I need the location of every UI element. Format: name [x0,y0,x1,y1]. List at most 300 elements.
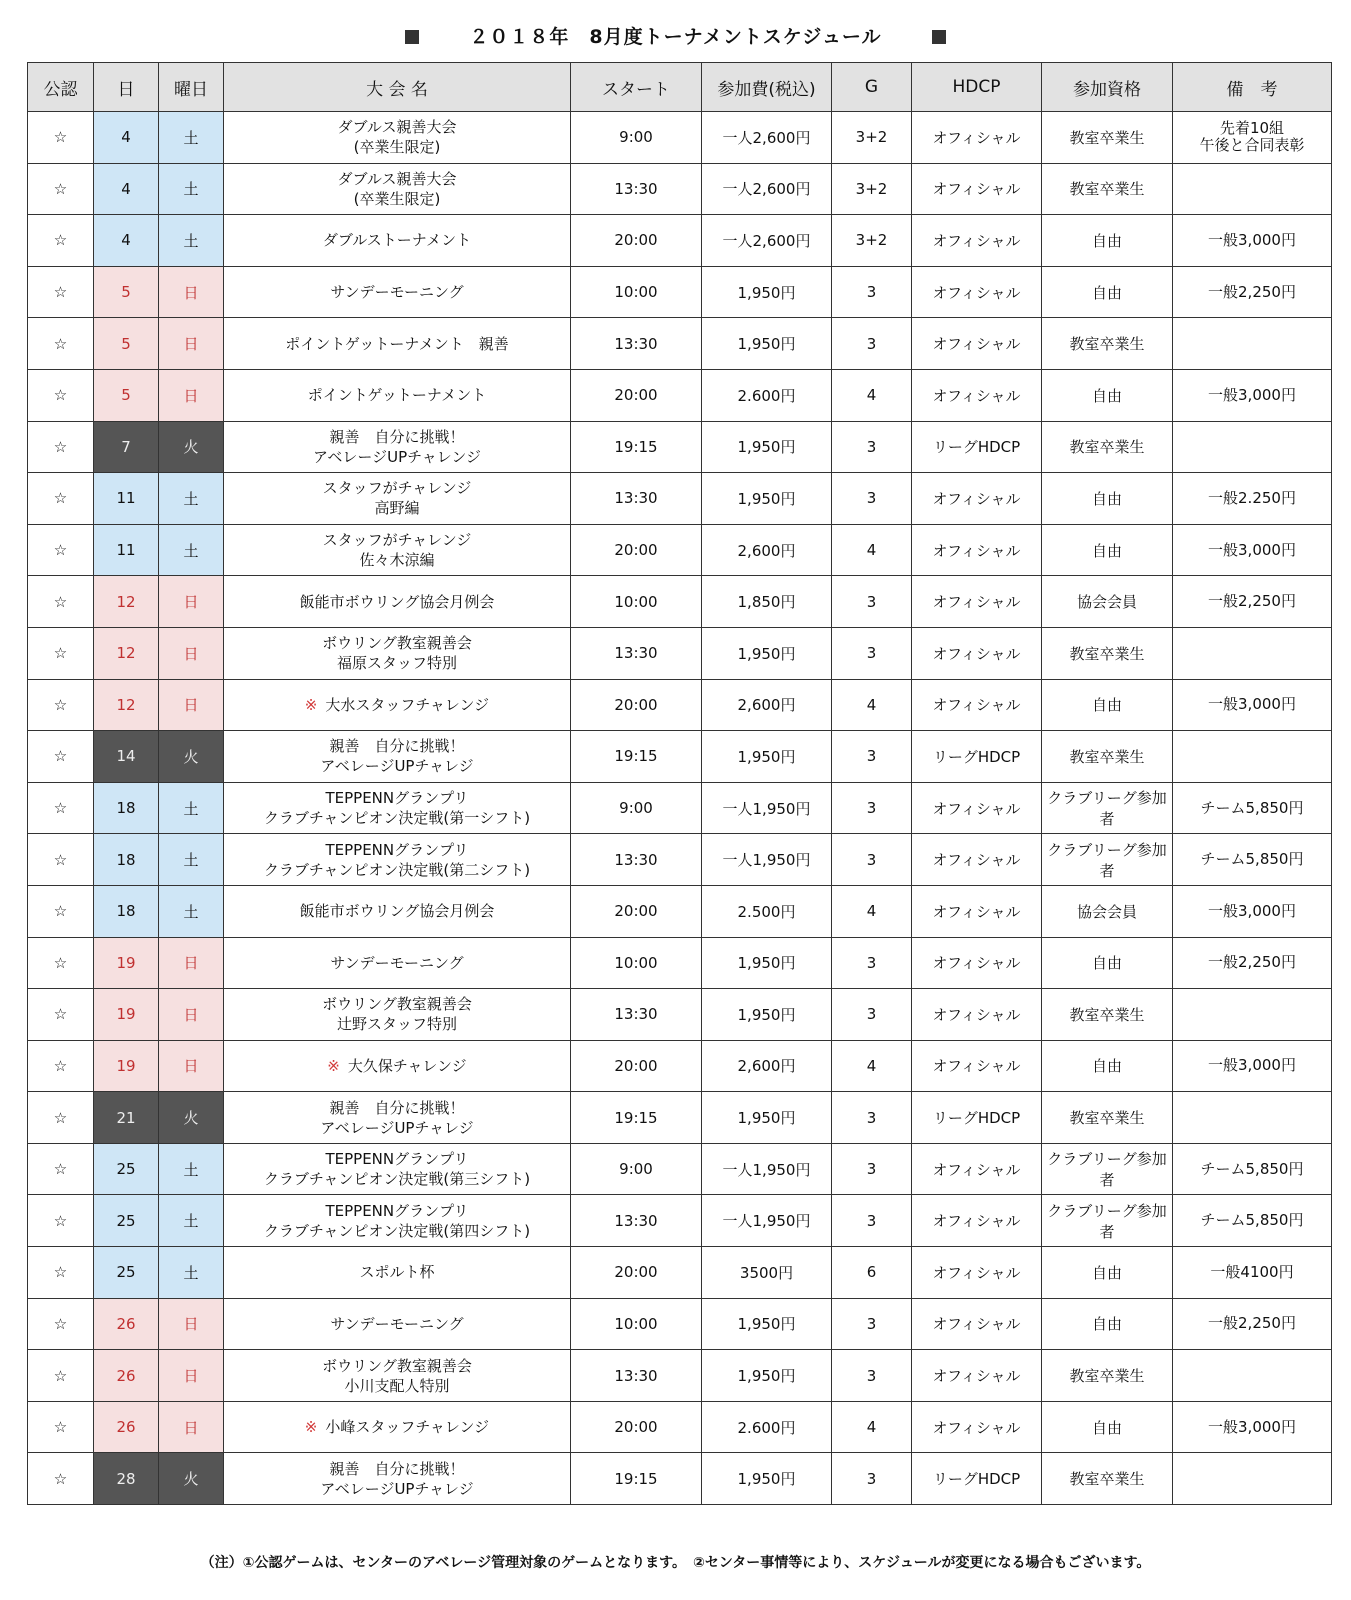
tournament-name-line [226,953,568,973]
tournament-name-text: 福原スタッフ特別 [336,654,457,673]
games-count: 4 [832,885,912,937]
tournament-name [224,1298,571,1350]
qualification: クラブリーグ参加者 [1042,834,1173,886]
hdcp-type: オフィシャル [912,937,1042,989]
table-row [28,1401,1332,1453]
qualification: 協会会員 [1042,885,1173,937]
start-time: 10:00 [571,266,702,318]
start-time: 13:30 [571,1350,702,1402]
entry-fee: 2.600円 [702,369,832,421]
header-row [28,63,1332,112]
day-cell: 26 [94,1350,159,1402]
notes-cell [1173,1401,1332,1453]
tournament-name-text: 小川支配人特別 [344,1376,450,1395]
day-cell: 7 [94,421,159,473]
square-bullet-icon [405,30,419,44]
tournament-name [224,473,571,525]
note-line: 一般2,250円 [1208,953,1296,972]
hdcp-type: オフィシャル [912,369,1042,421]
start-time: 10:00 [571,937,702,989]
official-mark: ☆ [28,1092,94,1144]
tournament-name [224,1195,571,1247]
hdcp-type: オフィシャル [912,1298,1042,1350]
col-day: 日 [94,63,159,112]
note-line: 一般2,250円 [1208,1314,1296,1333]
entry-fee: 1,950円 [702,266,832,318]
qualification: 教室卒業生 [1042,318,1173,370]
day-cell: 11 [94,473,159,525]
start-time: 13:30 [571,989,702,1041]
notes-cell [1173,318,1332,370]
tournament-name-line [226,695,568,715]
table-row [28,318,1332,370]
reference-mark-icon: ※ [304,1418,318,1437]
tournament-name-text: ダブルス親善大会 [337,118,457,137]
start-time: 13:30 [571,834,702,886]
official-mark: ☆ [28,524,94,576]
day-cell: 5 [94,318,159,370]
games-count: 4 [832,1401,912,1453]
tournament-name-text: クラブチャンピオン決定戦(第一シフト) [263,809,531,828]
games-count: 3+2 [832,163,912,215]
weekday-cell: 日 [159,318,224,370]
entry-fee: 1,950円 [702,318,832,370]
table-row [28,731,1332,783]
start-time: 20:00 [571,369,702,421]
tournament-name-line [226,1479,568,1499]
tournament-name-line [226,230,568,250]
note-line: 一般3,000円 [1208,230,1296,249]
games-count: 3 [832,1143,912,1195]
tournament-name-line [226,1459,568,1479]
table-row [28,989,1332,1041]
table-row [28,1350,1332,1402]
weekday-cell: 日 [159,1401,224,1453]
day-cell: 19 [94,989,159,1041]
tournament-name-text: サンデーモーニング [330,1314,464,1333]
table-row [28,937,1332,989]
notes-cell [1173,215,1332,267]
notes-cell [1173,163,1332,215]
table-row [28,1195,1332,1247]
table-row [28,1092,1332,1144]
qualification: 教室卒業生 [1042,989,1173,1041]
tournament-name-line [226,788,568,808]
entry-fee: 1,950円 [702,937,832,989]
games-count: 3 [832,782,912,834]
games-count: 4 [832,524,912,576]
weekday-cell: 日 [159,576,224,628]
tournament-name-line [226,1098,568,1118]
table-row [28,1040,1332,1092]
start-time: 19:15 [571,421,702,473]
games-count: 3 [832,834,912,886]
hdcp-type: オフィシャル [912,524,1042,576]
hdcp-type: オフィシャル [912,1195,1042,1247]
notes-cell [1173,782,1332,834]
entry-fee: 3500円 [702,1247,832,1299]
entry-fee: 2.500円 [702,885,832,937]
table-row [28,834,1332,886]
qualification: クラブリーグ参加者 [1042,782,1173,834]
tournament-name-text: 大久保チャレンジ [347,1056,467,1075]
tournament-name-line [226,385,568,405]
tournament-name [224,731,571,783]
notes-cell [1173,627,1332,679]
day-cell: 21 [94,1092,159,1144]
tournament-name-line [226,334,568,354]
tournament-name-text: 小峰スタッフチャレンジ [325,1418,490,1437]
start-time: 20:00 [571,1040,702,1092]
qualification: 教室卒業生 [1042,1092,1173,1144]
tournament-name-line [226,1376,568,1396]
notes-cell [1173,834,1332,886]
tournament-name-line [226,736,568,756]
tournament-name [224,1247,571,1299]
note-line: 一般3,000円 [1208,1417,1296,1436]
tournament-name-line [226,1014,568,1034]
qualification: 自由 [1042,1401,1173,1453]
notes-cell [1173,731,1332,783]
tournament-name [224,834,571,886]
entry-fee: 2,600円 [702,524,832,576]
hdcp-type: リーグHDCP [912,1092,1042,1144]
games-count: 4 [832,1040,912,1092]
official-mark: ☆ [28,1453,94,1505]
notes-cell [1173,524,1332,576]
entry-fee: 1,950円 [702,473,832,525]
tournament-name-text: 高野編 [374,499,420,518]
day-cell: 19 [94,1040,159,1092]
official-mark: ☆ [28,266,94,318]
tournament-name-text: TEPPENNグランプリ [325,1150,469,1169]
tournament-name [224,679,571,731]
document-title [0,22,1351,49]
start-time: 13:30 [571,1195,702,1247]
note-line: 一般3,000円 [1208,540,1296,559]
tournament-name-line [226,901,568,921]
footnote: （注）①公認ゲームは、センターのアベレージ管理対象のゲームとなります。 ②センター事情等により、スケジュールが変更になる場合もございます。 [200,1555,1151,1571]
col-hdcp: HDCP [912,63,1042,112]
day-cell: 25 [94,1143,159,1195]
tournament-name-text: 親善 自分に挑戦！ [329,737,465,756]
weekday-cell: 日 [159,1040,224,1092]
note-line: 一般2,250円 [1208,282,1296,301]
table-row [28,885,1332,937]
entry-fee: 一人1,950円 [702,782,832,834]
official-mark: ☆ [28,1143,94,1195]
tournament-name-text: 佐々木涼編 [359,551,435,570]
tournament-name [224,627,571,679]
tournament-name [224,937,571,989]
games-count: 3 [832,627,912,679]
start-time: 20:00 [571,885,702,937]
notes-cell [1173,937,1332,989]
tournament-name [224,576,571,628]
notes-cell [1173,1143,1332,1195]
hdcp-type: オフィシャル [912,627,1042,679]
tournament-name-line [226,282,568,302]
weekday-cell: 土 [159,473,224,525]
notes-cell [1173,1298,1332,1350]
hdcp-type: オフィシャル [912,215,1042,267]
tournament-name-line [226,1149,568,1169]
tournament-name-text: 親善 自分に挑戦！ [329,427,465,446]
official-mark: ☆ [28,1298,94,1350]
entry-fee: 1,950円 [702,1453,832,1505]
entry-fee: 1,950円 [702,1350,832,1402]
day-cell: 12 [94,679,159,731]
games-count: 3+2 [832,112,912,164]
day-cell: 14 [94,731,159,783]
games-count: 3 [832,937,912,989]
tournament-name-text: 親善 自分に挑戦！ [329,1459,465,1478]
hdcp-type: オフィシャル [912,112,1042,164]
official-mark: ☆ [28,163,94,215]
games-count: 3 [832,421,912,473]
table-row [28,679,1332,731]
entry-fee: 1,950円 [702,1092,832,1144]
start-time: 10:00 [571,1298,702,1350]
table-row [28,163,1332,215]
hdcp-type: オフィシャル [912,266,1042,318]
hdcp-type: オフィシャル [912,1247,1042,1299]
notes-cell [1173,473,1332,525]
start-time: 9:00 [571,782,702,834]
tournament-name [224,369,571,421]
day-cell: 5 [94,266,159,318]
tournament-name-line [226,427,568,447]
games-count: 3 [832,1453,912,1505]
notes-cell [1173,1247,1332,1299]
entry-fee: 1,950円 [702,989,832,1041]
entry-fee: 1,950円 [702,421,832,473]
games-count: 3 [832,1350,912,1402]
hdcp-type: オフィシャル [912,679,1042,731]
weekday-cell: 土 [159,834,224,886]
tournament-name-text: ボウリング教室親善会 [322,1356,472,1375]
official-mark: ☆ [28,1401,94,1453]
note-line: 一般4100円 [1210,1262,1294,1281]
tournament-name-line [226,1356,568,1376]
day-cell: 25 [94,1195,159,1247]
col-start: スタート [571,63,702,112]
official-mark: ☆ [28,731,94,783]
games-count: 3 [832,989,912,1041]
tournament-name-line [226,498,568,518]
table-row [28,627,1332,679]
start-time: 13:30 [571,473,702,525]
qualification: 自由 [1042,215,1173,267]
note-line: チーム5,850円 [1200,798,1304,817]
qualification: クラブリーグ参加者 [1042,1195,1173,1247]
notes-cell [1173,679,1332,731]
official-mark: ☆ [28,1247,94,1299]
col-tournament-name: 大 会 名 [224,63,571,112]
tournament-name-text: 飯能市ボウリング協会月例会 [299,902,495,921]
start-time: 13:30 [571,627,702,679]
day-cell: 26 [94,1298,159,1350]
hdcp-type: オフィシャル [912,473,1042,525]
tournament-name-line [226,653,568,673]
tournament-name-line [226,808,568,828]
games-count: 3 [832,576,912,628]
official-mark: ☆ [28,112,94,164]
weekday-cell: 火 [159,421,224,473]
tournament-name-line [226,169,568,189]
start-time: 20:00 [571,524,702,576]
notes-cell [1173,576,1332,628]
weekday-cell: 日 [159,1298,224,1350]
day-cell: 19 [94,937,159,989]
tournament-name-text: 親善 自分に挑戦！ [329,1098,465,1117]
official-mark: ☆ [28,679,94,731]
notes-cell [1173,369,1332,421]
official-mark: ☆ [28,782,94,834]
hdcp-type: オフィシャル [912,885,1042,937]
table-row [28,782,1332,834]
official-mark: ☆ [28,1195,94,1247]
notes-cell [1173,112,1332,164]
tournament-name-line [226,1118,568,1138]
tournament-name [224,1401,571,1453]
hdcp-type: オフィシャル [912,1143,1042,1195]
tournament-name-text: アベレージUPチャレンジ [313,447,481,466]
qualification: 自由 [1042,369,1173,421]
tournament-name-line [226,1169,568,1189]
note-line: 午後と合同表彰 [1199,136,1305,155]
qualification: 教室卒業生 [1042,112,1173,164]
tournament-name [224,1143,571,1195]
entry-fee: 1,850円 [702,576,832,628]
tournament-name-line [226,447,568,467]
entry-fee: 1,950円 [702,1298,832,1350]
start-time: 20:00 [571,1247,702,1299]
tournament-name-line [226,1417,568,1437]
qualification: 自由 [1042,1298,1173,1350]
weekday-cell: 日 [159,679,224,731]
notes-cell [1173,989,1332,1041]
tournament-name-line [226,478,568,498]
official-mark: ☆ [28,215,94,267]
hdcp-type: リーグHDCP [912,421,1042,473]
col-official: 公認 [28,63,94,112]
start-time: 19:15 [571,1453,702,1505]
weekday-cell: 日 [159,937,224,989]
start-time: 20:00 [571,1401,702,1453]
col-games: G [832,63,912,112]
entry-fee: 2.600円 [702,1401,832,1453]
tournament-name-text: TEPPENNグランプリ [325,1201,469,1220]
tournament-name-text: 辻野スタッフ特別 [336,1015,457,1034]
start-time: 9:00 [571,1143,702,1195]
official-mark: ☆ [28,937,94,989]
note-line: 一般3,000円 [1208,695,1296,714]
tournament-name-line [226,1262,568,1282]
tournament-name [224,266,571,318]
hdcp-type: オフィシャル [912,989,1042,1041]
table-row [28,112,1332,164]
tournament-name [224,782,571,834]
tournament-name-line [226,117,568,137]
entry-fee: 一人2,600円 [702,112,832,164]
entry-fee: 一人2,600円 [702,215,832,267]
table-row [28,473,1332,525]
tournament-name-text: ボウリング教室親善会 [322,995,472,1014]
tournament-name-text: ダブルス親善大会 [337,169,457,188]
tournament-name-text: (卒業生限定) [353,138,441,157]
games-count: 3 [832,1092,912,1144]
note-line: 一般3,000円 [1208,901,1296,920]
weekday-cell: 土 [159,1247,224,1299]
weekday-cell: 土 [159,524,224,576]
start-time: 9:00 [571,112,702,164]
official-mark: ☆ [28,1350,94,1402]
qualification: 自由 [1042,266,1173,318]
games-count: 3 [832,1298,912,1350]
tournament-name-text: TEPPENNグランプリ [325,789,469,808]
tournament-name-text: スタッフがチャレンジ [322,479,472,498]
tournament-name-text: アベレージUPチャレジ [320,757,474,776]
weekday-cell: 土 [159,215,224,267]
tournament-name-line [226,840,568,860]
tournament-name-line [226,1221,568,1241]
tournament-name [224,1040,571,1092]
day-cell: 18 [94,885,159,937]
col-fee: 参加費(税込) [702,63,832,112]
table-row [28,524,1332,576]
tournament-name-line [226,1056,568,1076]
tournament-name-text: 大水スタッフチャレンジ [325,695,490,714]
notes-cell [1173,266,1332,318]
weekday-cell: 土 [159,1195,224,1247]
games-count: 3 [832,318,912,370]
entry-fee: 一人2,600円 [702,163,832,215]
day-cell: 28 [94,1453,159,1505]
note-line: チーム5,850円 [1200,1159,1304,1178]
tournament-name-text: スポルト杯 [359,1263,435,1282]
games-count: 6 [832,1247,912,1299]
day-cell: 4 [94,215,159,267]
weekday-cell: 土 [159,112,224,164]
notes-cell [1173,1195,1332,1247]
hdcp-type: オフィシャル [912,318,1042,370]
hdcp-type: オフィシャル [912,163,1042,215]
hdcp-type: オフィシャル [912,576,1042,628]
start-time: 10:00 [571,576,702,628]
day-cell: 11 [94,524,159,576]
tournament-name-line [226,633,568,653]
tournament-name-line [226,592,568,612]
col-qualification: 参加資格 [1042,63,1173,112]
start-time: 19:15 [571,731,702,783]
note-line: チーム5,850円 [1200,850,1304,869]
tournament-name-text: ポイントゲットーナメント 親善 [285,334,509,353]
tournament-name [224,318,571,370]
tournament-name-text: (卒業生限定) [353,189,441,208]
tournament-name-text: スタッフがチャレンジ [322,531,472,550]
official-mark: ☆ [28,421,94,473]
note-line: 先着10組 [1219,119,1285,138]
reference-mark-icon: ※ [327,1056,340,1075]
entry-fee: 1,950円 [702,627,832,679]
entry-fee: 2,600円 [702,1040,832,1092]
tournament-name-text: ポイントゲットーナメント [307,386,487,405]
entry-fee: 一人1,950円 [702,1143,832,1195]
weekday-cell: 日 [159,266,224,318]
games-count: 3 [832,473,912,525]
tournament-name-line [226,550,568,570]
